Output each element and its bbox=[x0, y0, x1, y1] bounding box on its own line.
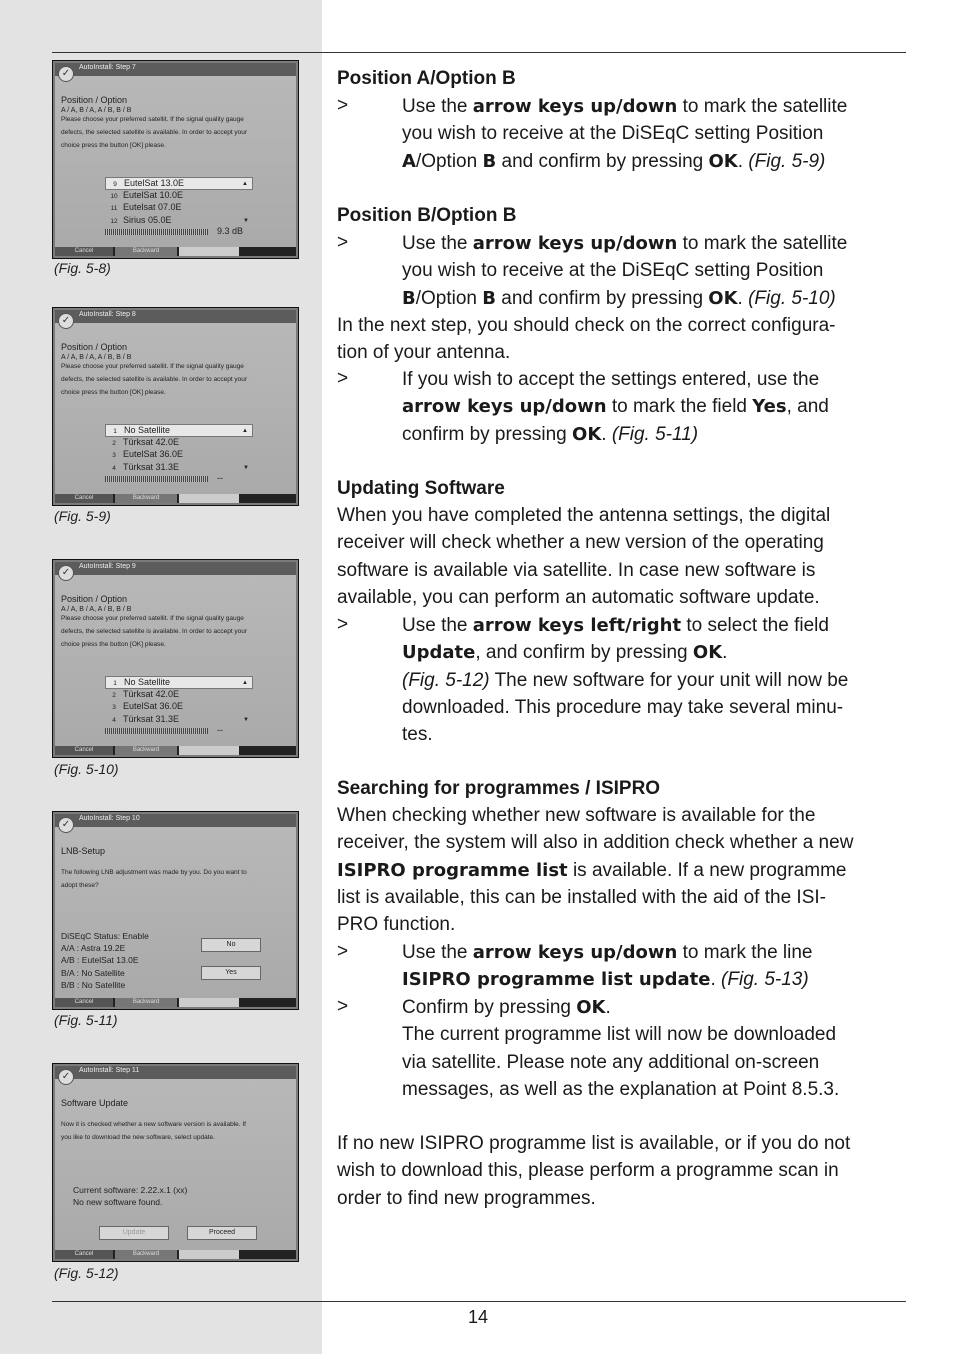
screen-title-bar bbox=[55, 63, 296, 76]
screen-description: Now it is checked whether a new software version is available. If you like to download the new software, select update. bbox=[61, 1121, 246, 1141]
screenshot-fig-5-10 bbox=[52, 559, 299, 758]
list-item[interactable]: 2 Türksat 42.0E bbox=[112, 688, 180, 699]
signal-gauge bbox=[105, 728, 208, 734]
screen-button-bar bbox=[55, 494, 296, 503]
screen-heading: Position / Option bbox=[61, 95, 128, 105]
screen-options: A / A, B / A, A / B, B / B bbox=[61, 354, 132, 361]
instruction-paragraph: Use the arrow keys up/down to mark the line ISIPRO programme list update. (Fig. 5-13) bbox=[402, 942, 813, 991]
bottom-rule bbox=[52, 1301, 906, 1302]
backward-button[interactable]: Backward bbox=[115, 494, 177, 503]
update-button[interactable]: Update bbox=[99, 1226, 169, 1240]
signal-value: 9.3 dB bbox=[217, 226, 244, 236]
screen-button-bar bbox=[55, 1250, 296, 1259]
screen-heading: Software Update bbox=[61, 1098, 129, 1108]
screenshot-fig-5-9 bbox=[52, 307, 299, 506]
list-item[interactable]: 1 No Satellite ▲ bbox=[105, 424, 253, 437]
figure-caption: (Fig. 5-9) bbox=[54, 508, 111, 524]
screen-title-bar bbox=[55, 310, 296, 323]
scroll-down-icon: ▼ bbox=[243, 716, 249, 723]
bullet-marker: > bbox=[337, 996, 349, 1017]
screen-title-bar bbox=[55, 562, 296, 575]
scroll-up-icon: ▲ bbox=[242, 680, 248, 686]
screen-heading: Position / Option bbox=[61, 342, 128, 352]
instruction-paragraph: If you wish to accept the settings entered, use the arrow keys up/down to mark the field Yes, and confirm by pressing OK. (Fig. 5-11) bbox=[402, 369, 829, 445]
list-item[interactable]: 12 Sirius 05.0E ▼ bbox=[110, 214, 249, 225]
screen-title: AutoInstall: Step 9 bbox=[79, 563, 136, 570]
body-paragraph: When checking whether new software is available for the receiver, the system will also in addition check whether a new ISIPRO programme list is available. If a new programme list is available, this can be installed with the aid of the ISI- PRO function. bbox=[337, 805, 854, 936]
section-heading: Position A/Option B bbox=[337, 68, 516, 89]
empty-button bbox=[179, 746, 239, 755]
backward-button[interactable]: Backward bbox=[115, 1250, 177, 1259]
screen-options: A / A, B / A, A / B, B / B bbox=[61, 107, 132, 114]
screen-button-bar bbox=[55, 998, 296, 1007]
satellite-list[interactable] bbox=[105, 424, 253, 474]
receiver-logo-icon: ✓ bbox=[58, 1069, 74, 1085]
instruction-paragraph: Use the arrow keys up/down to mark the satellite you wish to receive at the DiSEqC setting Position A/Option B and confirm by pressing OK. (Fig. 5-9) bbox=[402, 96, 848, 172]
empty-button bbox=[179, 494, 239, 503]
screen-options: A / A, B / A, A / B, B / B bbox=[61, 606, 132, 613]
list-item[interactable]: 1 No Satellite ▲ bbox=[105, 676, 253, 689]
receiver-logo-icon: ✓ bbox=[58, 817, 74, 833]
screen-title-bar bbox=[55, 1066, 296, 1079]
screen-button-bar bbox=[55, 746, 296, 755]
cancel-button[interactable]: Cancel bbox=[55, 494, 113, 503]
screenshot-fig-5-12 bbox=[52, 1063, 299, 1262]
screen-description: The following LNB adjustment was made by you. Do you want to adopt these? bbox=[61, 869, 247, 889]
section-heading: Updating Software bbox=[337, 478, 505, 499]
empty-button bbox=[179, 1250, 239, 1259]
scroll-up-icon: ▲ bbox=[242, 428, 248, 434]
cancel-button[interactable]: Cancel bbox=[55, 746, 113, 755]
top-rule bbox=[52, 52, 906, 53]
bullet-marker: > bbox=[337, 95, 349, 116]
instruction-paragraph: Use the arrow keys left/right to select the field Update, and confirm by pressing OK. (Fig. 5-12) The new software for your unit will now be downloaded. This procedure may take several minu- tes. bbox=[402, 615, 849, 746]
screen-description: Please choose your preferred satellit. If the signal quality gauge defects, the selected satellite is available. In order to accept your choice press the button [OK] please. bbox=[61, 615, 248, 648]
bullet-marker: > bbox=[337, 941, 349, 962]
list-item[interactable]: 3 EutelSat 36.0E bbox=[112, 701, 184, 711]
list-item[interactable]: 9 EutelSat 13.0E ▲ bbox=[105, 177, 253, 190]
backward-button[interactable]: Backward bbox=[115, 998, 177, 1007]
proceed-button[interactable]: Proceed bbox=[187, 1226, 257, 1240]
no-button[interactable]: No bbox=[201, 938, 261, 952]
screen-title: AutoInstall: Step 10 bbox=[79, 815, 140, 822]
scroll-down-icon: ▼ bbox=[243, 464, 249, 471]
backward-button[interactable]: Backward bbox=[115, 247, 177, 256]
screen-title-bar bbox=[55, 814, 296, 827]
satellite-list[interactable] bbox=[105, 177, 253, 227]
screen-heading: Position / Option bbox=[61, 594, 128, 604]
instruction-paragraph: Use the arrow keys up/down to mark the satellite you wish to receive at the DiSEqC setting Position B/Option B and confirm by pressing OK. (Fig. 5-10) bbox=[402, 233, 848, 309]
section-heading: Searching for programmes / ISIPRO bbox=[337, 778, 661, 799]
screen-title: AutoInstall: Step 7 bbox=[79, 64, 136, 71]
list-item[interactable]: 10 EutelSat 10.0E bbox=[110, 189, 184, 200]
bullet-marker: > bbox=[337, 614, 349, 635]
list-item[interactable]: 3 EutelSat 36.0E bbox=[112, 449, 184, 459]
list-item[interactable]: 4 Türksat 31.3E ▼ bbox=[112, 713, 249, 724]
empty-button bbox=[179, 998, 239, 1007]
software-status: Current software: 2.22.x.1 (xx) No new software found. bbox=[73, 1185, 188, 1207]
screen-heading: LNB-Setup bbox=[61, 846, 106, 856]
cancel-button[interactable]: Cancel bbox=[55, 998, 113, 1007]
screenshot-fig-5-11 bbox=[52, 811, 299, 1010]
page-number: 14 bbox=[468, 1307, 489, 1327]
screen-title: AutoInstall: Step 11 bbox=[79, 1067, 140, 1074]
signal-value: -- bbox=[217, 725, 223, 735]
screen-title: AutoInstall: Step 8 bbox=[79, 311, 136, 318]
figure-caption: (Fig. 5-11) bbox=[54, 1012, 118, 1028]
lnb-status-list: DiSEqC Status: Enable A/A : Astra 19.2E A/B : EutelSat 13.0E B/A : No Satellite B/B : No Satellite bbox=[61, 931, 149, 990]
screen-description: Please choose your preferred satellit. If the signal quality gauge defects, the selected satellite is available. In order to accept your choice press the button [OK] please. bbox=[61, 116, 248, 149]
screen-button-bar bbox=[55, 247, 296, 256]
body-paragraph: When you have completed the antenna settings, the digital receiver will check whether a new version of the operating software is available via satellite. In case new software is available, you can perform an automatic software update. bbox=[337, 505, 831, 608]
receiver-logo-icon: ✓ bbox=[58, 66, 74, 82]
signal-gauge bbox=[105, 229, 208, 235]
section-heading: Position B/Option B bbox=[337, 205, 517, 226]
cancel-button[interactable]: Cancel bbox=[55, 247, 113, 256]
yes-button[interactable]: Yes bbox=[201, 966, 261, 980]
figure-caption: (Fig. 5-10) bbox=[54, 761, 119, 777]
scroll-up-icon: ▲ bbox=[242, 181, 248, 187]
list-item[interactable]: 11 Eutelsat 07.0E bbox=[110, 202, 182, 212]
list-item[interactable]: 4 Türksat 31.3E ▼ bbox=[112, 461, 249, 472]
receiver-logo-icon: ✓ bbox=[58, 313, 74, 329]
empty-button bbox=[179, 247, 239, 256]
signal-value: -- bbox=[217, 473, 223, 483]
body-paragraph: If no new ISIPRO programme list is available, or if you do not wish to download this, please perform a programme scan in order to find new programmes. bbox=[337, 1133, 851, 1209]
scroll-down-icon: ▼ bbox=[243, 217, 249, 224]
signal-gauge bbox=[105, 476, 208, 482]
backward-button[interactable]: Backward bbox=[115, 746, 177, 755]
cancel-button[interactable]: Cancel bbox=[55, 1250, 113, 1259]
bullet-marker: > bbox=[337, 232, 349, 253]
instruction-paragraph: Confirm by pressing OK. The current programme list will now be downloaded via satellite. Please note any additional on-screen messages, as well as the explanation at Point 8.5.3. bbox=[402, 997, 840, 1100]
satellite-list[interactable] bbox=[105, 676, 253, 726]
screen-description: Please choose your preferred satellit. If the signal quality gauge defects, the selected satellite is available. In order to accept your choice press the button [OK] please. bbox=[61, 363, 248, 396]
receiver-logo-icon: ✓ bbox=[58, 565, 74, 581]
figure-caption: (Fig. 5-12) bbox=[54, 1265, 119, 1281]
bullet-marker: > bbox=[337, 368, 349, 389]
figure-caption: (Fig. 5-8) bbox=[54, 260, 111, 276]
list-item[interactable]: 2 Türksat 42.0E bbox=[112, 436, 180, 447]
body-paragraph: In the next step, you should check on the correct configura- tion of your antenna. bbox=[337, 315, 836, 364]
screenshot-fig-5-8 bbox=[52, 60, 299, 259]
